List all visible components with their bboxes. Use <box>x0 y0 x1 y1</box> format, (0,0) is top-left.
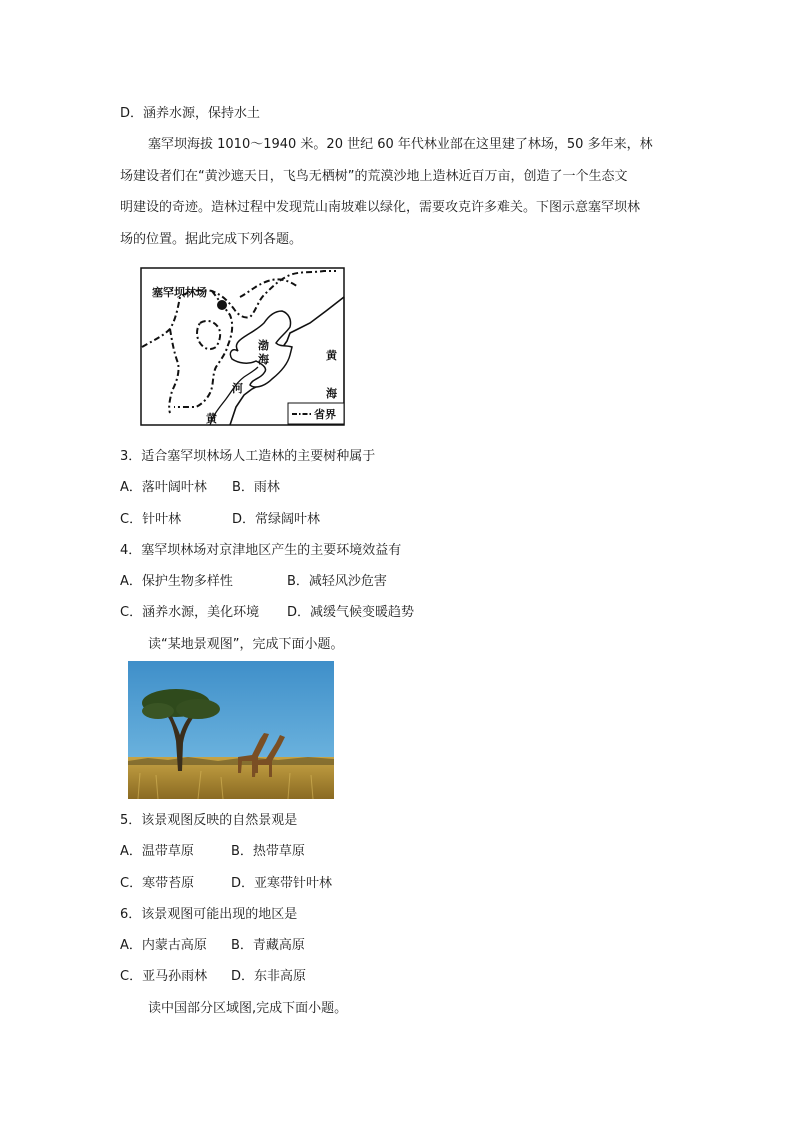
question-6-option-a[interactable]: A．内蒙古高原 <box>120 938 207 953</box>
question-3-option-b[interactable]: B．雨林 <box>232 480 280 495</box>
question-4-stem: 4．塞罕坝林场对京津地区产生的主要环境效益有 <box>120 543 402 558</box>
savanna-landscape-image <box>128 661 334 799</box>
question-4-option-b[interactable]: B．减轻风沙危害 <box>287 574 387 589</box>
question-3-option-d[interactable]: D．常绿阔叶林 <box>232 512 321 527</box>
passage-landscape-intro: 读“某地景观图”，完成下面小题。 <box>148 637 344 652</box>
passage-china-region-intro: 读中国部分区域图,完成下面小题。 <box>148 1001 348 1016</box>
map-label-bohai-1: 渤 <box>258 339 269 352</box>
passage-line: 塞罕坝海拔 1010～1940 米。20 世纪 60 年代林业部在这里建了林场，50 多年来，林 <box>148 137 653 152</box>
map-label-yellowsea-1: 黄 <box>326 349 337 362</box>
question-5-option-b[interactable]: B．热带草原 <box>231 844 305 859</box>
passage-line: 场建设者们在“黄沙遮天日，飞鸟无栖树”的荒漠沙地上造林近百万亩，创造了一个生态文 <box>120 168 628 184</box>
map-label-bohai-2: 海 <box>258 353 269 366</box>
map-label-yellowsea-2: 海 <box>326 387 337 400</box>
map-label-farm: 塞罕坝林场 <box>152 286 207 299</box>
question-6-stem: 6．该景观图可能出现的地区是 <box>120 907 298 922</box>
question-3-stem: 3．适合塞罕坝林场人工造林的主要树种属于 <box>120 449 376 464</box>
map-label-river-2: 黄 <box>206 412 217 425</box>
saihanba-location-map <box>140 267 346 426</box>
option-d-prev-question: D．涵养水源，保持水土 <box>120 106 261 121</box>
question-5-stem: 5．该景观图反映的自然景观是 <box>120 813 298 828</box>
question-3-option-c[interactable]: C．针叶林 <box>120 512 182 527</box>
question-6-option-c[interactable]: C．亚马孙雨林 <box>120 969 208 984</box>
question-4-option-d[interactable]: D．减缓气候变暖趋势 <box>287 605 415 620</box>
question-3-option-a[interactable]: A．落叶阔叶林 <box>120 480 207 495</box>
question-5-option-d[interactable]: D．亚寒带针叶林 <box>231 876 333 891</box>
passage-line: 场的位置。据此完成下列各题。 <box>120 231 303 247</box>
question-5-option-a[interactable]: A．温带草原 <box>120 844 194 859</box>
passage-saihanba <box>120 136 680 262</box>
question-6-option-b[interactable]: B．青藏高原 <box>231 938 305 953</box>
map-label-river-1: 河 <box>232 382 243 395</box>
question-4-option-a[interactable]: A．保护生物多样性 <box>120 574 233 589</box>
question-4-option-c[interactable]: C．涵养水源，美化环境 <box>120 605 260 620</box>
question-5-option-c[interactable]: C．寒带苔原 <box>120 876 195 891</box>
legend-label: 省界 <box>314 408 336 421</box>
question-6-option-d[interactable]: D．东非高原 <box>231 969 307 984</box>
passage-line: 明建设的奇迹。造林过程中发现荒山南坡难以绿化，需要攻克许多难关。下图示意塞罕坝林 <box>120 200 641 215</box>
